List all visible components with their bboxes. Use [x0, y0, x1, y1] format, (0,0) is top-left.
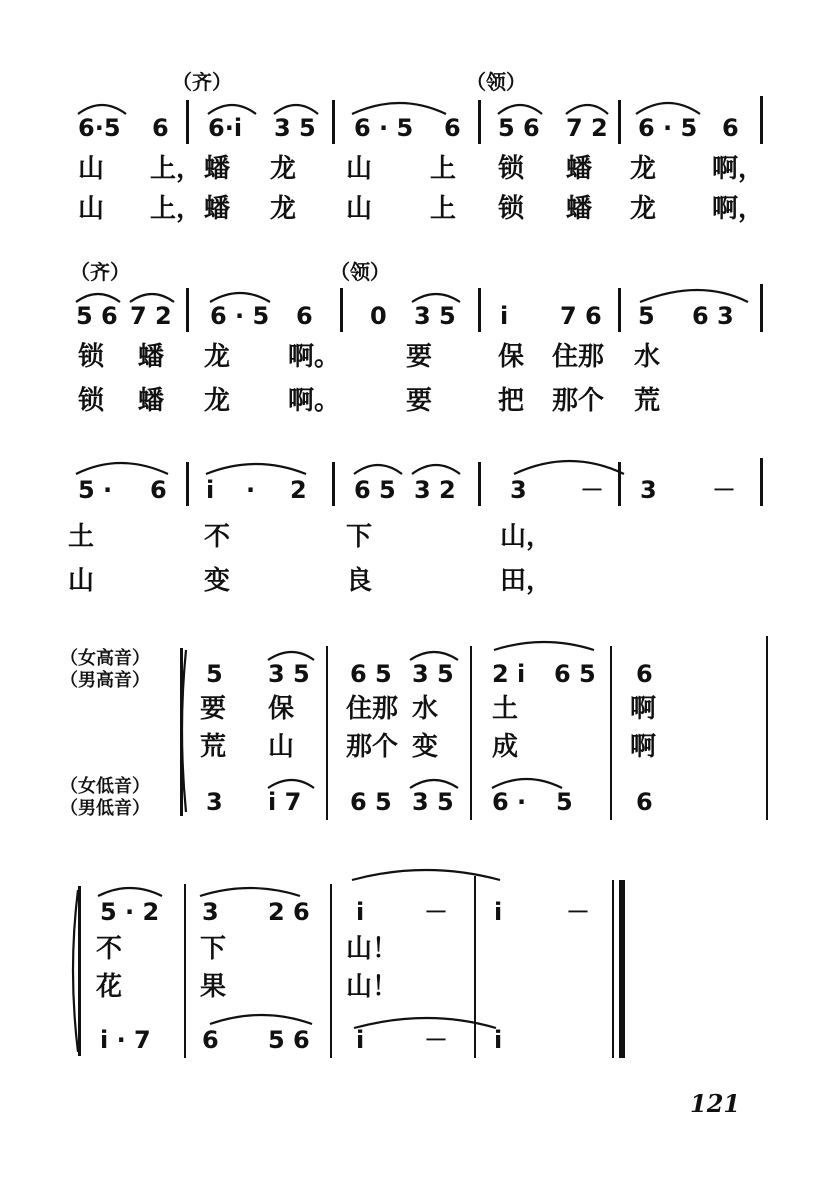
lyric: 蟠: [566, 194, 593, 224]
note-group: 5 6: [76, 302, 118, 330]
lyric: 龙: [630, 194, 657, 224]
lyric: 啊: [630, 732, 657, 762]
lyric: 蟠: [204, 154, 231, 184]
lyric: 锁: [78, 342, 105, 372]
lyric: 下: [346, 522, 373, 552]
note-group: 6·i: [208, 114, 243, 142]
lyric: 啊，: [712, 154, 765, 184]
note-group: 6 · 5: [354, 114, 414, 142]
note: 3: [202, 898, 219, 926]
note: i: [356, 1026, 365, 1054]
note-group: 6 5: [350, 660, 392, 688]
dash: －: [424, 898, 448, 926]
note: 6: [722, 114, 739, 142]
lyric: 啊，: [712, 194, 765, 224]
barline: [478, 462, 481, 506]
note-group: 6 5: [554, 660, 596, 688]
lyric: 蟠: [138, 386, 165, 416]
barline: [332, 462, 335, 506]
note-group: 6 5: [350, 788, 392, 816]
note: 6: [296, 302, 313, 330]
note: i: [494, 1026, 503, 1054]
lyric: 啊。: [288, 386, 341, 416]
lyric: 荒: [200, 732, 227, 762]
barline: [332, 100, 335, 144]
unison-mark: （齐）: [172, 70, 232, 94]
lyric: 要: [406, 342, 433, 372]
barline: [760, 458, 763, 506]
note-group: 3 5: [414, 302, 456, 330]
lyric: 要: [406, 386, 433, 416]
lyric: 山: [268, 732, 295, 762]
rest: 0: [370, 302, 387, 330]
note: 3: [640, 476, 657, 504]
dash: －: [580, 476, 604, 504]
barline: [478, 288, 481, 332]
barline: [610, 646, 612, 820]
note-group: 7 6: [560, 302, 602, 330]
note-group: 7 2: [130, 302, 172, 330]
barline: [186, 288, 189, 332]
note-group: 3 5: [412, 788, 454, 816]
lyric: 蟠: [138, 342, 165, 372]
note-group: 2 6: [268, 898, 310, 926]
lyric: 山: [68, 566, 95, 596]
note: 6: [150, 476, 167, 504]
lyric: 要: [200, 694, 227, 724]
lyric: 那个: [346, 732, 399, 762]
lyric: 上: [430, 154, 457, 184]
lyric: 水: [634, 342, 661, 372]
note-group: 5 ·: [78, 476, 113, 504]
barline: [184, 884, 186, 1058]
system-bracket: [180, 648, 183, 816]
lyric: 住那: [346, 694, 399, 724]
note-group: 5 6: [268, 1026, 310, 1054]
unison-mark: （齐）: [70, 260, 130, 284]
lyric: 住那: [552, 342, 605, 372]
barline: [618, 288, 621, 332]
note: 2: [290, 476, 307, 504]
lyric: 山，: [500, 522, 553, 552]
note-group: 3 5: [412, 660, 454, 688]
note: 3: [206, 788, 223, 816]
lyric: 山: [78, 194, 105, 224]
note-group: 6 · 5: [210, 302, 270, 330]
lyric: 保: [268, 694, 295, 724]
barline: [474, 876, 476, 1058]
barline: [186, 100, 189, 144]
note: 6: [152, 114, 169, 142]
lyric: 水: [412, 694, 439, 724]
lyric: 田，: [500, 566, 553, 596]
note-group: 3 5: [274, 114, 316, 142]
lyric: 良: [346, 566, 373, 596]
note: 5: [206, 660, 223, 688]
note-group: 6 3: [692, 302, 734, 330]
page-number: 121: [690, 1089, 741, 1118]
lyric: 不: [96, 934, 123, 964]
voice-label-tenor: （男高音）: [60, 670, 150, 691]
dash: －: [566, 898, 590, 926]
lyric: 下: [200, 934, 227, 964]
lyric: 不: [204, 522, 231, 552]
lyric: 上，: [150, 154, 203, 184]
voice-label-bass: （男低音）: [60, 798, 150, 819]
lyric: 成: [492, 732, 519, 762]
lyric: 龙: [630, 154, 657, 184]
lyric: 土: [68, 522, 95, 552]
note-group: i · 7: [100, 1026, 151, 1054]
note-group: 5 6: [498, 114, 540, 142]
barline: [760, 96, 763, 144]
barline: [186, 462, 189, 506]
lyric: 蟠: [204, 194, 231, 224]
system-bracket: [78, 886, 81, 1056]
lyric: 锁: [78, 386, 105, 416]
voice-label-alto: （女低音）: [60, 776, 150, 797]
lyric: 那个: [552, 386, 605, 416]
barline: [618, 100, 621, 144]
voice-label-soprano: （女高音）: [60, 648, 150, 669]
note-group: 3 5: [268, 660, 310, 688]
barline: [330, 884, 332, 1058]
lyric: 土: [492, 694, 519, 724]
leader-mark: （领）: [330, 260, 390, 284]
lyric: 龙: [204, 386, 231, 416]
lyric: 山: [346, 154, 373, 184]
note: 3: [510, 476, 527, 504]
barline: [470, 646, 472, 820]
note-group: 3 2: [414, 476, 456, 504]
note: 6: [202, 1026, 219, 1054]
lyric: 变: [412, 732, 439, 762]
lyric: 龙: [204, 342, 231, 372]
note-group: i 7: [268, 788, 302, 816]
dash: －: [712, 476, 736, 504]
dash: －: [424, 1026, 448, 1054]
barline: [618, 462, 621, 506]
lyric: 锁: [498, 154, 525, 184]
lyric: 啊。: [288, 342, 341, 372]
lyric: 锁: [498, 194, 525, 224]
lyric: 山: [346, 194, 373, 224]
note: i: [500, 302, 509, 330]
lyric: 龙: [270, 194, 297, 224]
note-group: 6·5: [78, 114, 121, 142]
lyric: 花: [96, 972, 123, 1002]
lyric: 山！: [346, 934, 399, 964]
note-group: 6 5: [354, 476, 396, 504]
barline: [478, 100, 481, 144]
barline: [760, 284, 763, 332]
note: i: [494, 898, 503, 926]
dot: ·: [246, 476, 256, 504]
lyric: 上，: [150, 194, 203, 224]
lyric: 蟠: [566, 154, 593, 184]
barline: [326, 646, 328, 820]
note-group: 6 · 5: [638, 114, 698, 142]
barline: [340, 288, 343, 332]
lyric: 上: [430, 194, 457, 224]
lyric: 果: [200, 972, 227, 1002]
note-group: 5 · 2: [100, 898, 160, 926]
barline: [612, 880, 614, 1058]
lyric: 啊: [630, 694, 657, 724]
note-group: 6 ·: [492, 788, 527, 816]
lyric: 变: [204, 566, 231, 596]
note-group: 2 i: [492, 660, 526, 688]
lyric: 荒: [634, 386, 661, 416]
note: i: [356, 898, 365, 926]
note: 5: [556, 788, 573, 816]
lyric: 山！: [346, 972, 399, 1002]
lyric: 把: [498, 386, 525, 416]
note: 6: [636, 660, 653, 688]
leader-mark: （领）: [466, 70, 526, 94]
final-barline: [619, 880, 625, 1058]
lyric: 山: [78, 154, 105, 184]
note: 6: [636, 788, 653, 816]
note-group: 7 2: [566, 114, 608, 142]
note: i: [206, 476, 215, 504]
barline: [766, 636, 768, 820]
lyric: 保: [498, 342, 525, 372]
note: 5: [638, 302, 655, 330]
note: 6: [444, 114, 461, 142]
lyric: 龙: [270, 154, 297, 184]
